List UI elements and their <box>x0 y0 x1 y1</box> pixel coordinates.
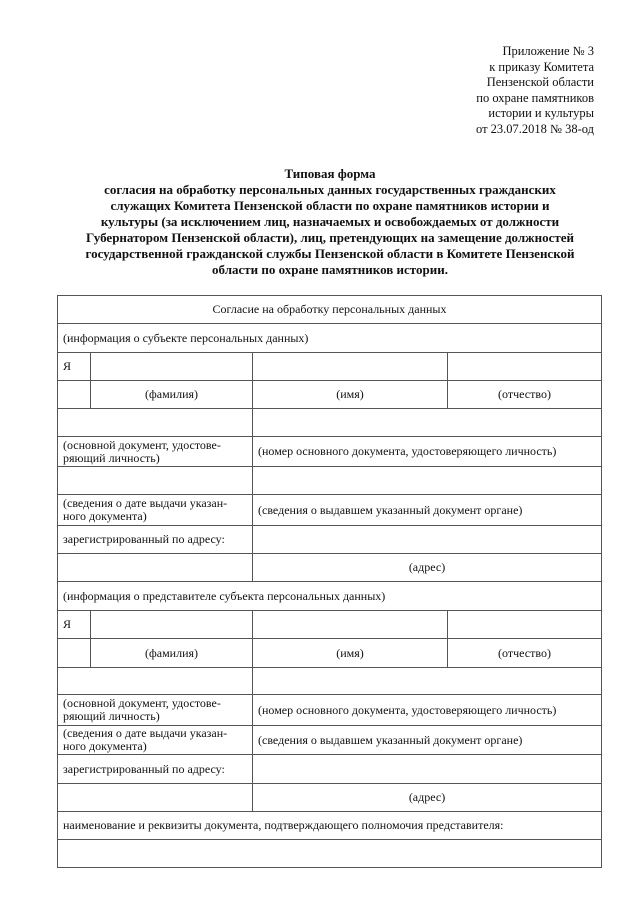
surname-caption: (фамилия) <box>91 381 253 409</box>
issue-date-caption: (сведения о дате выдачи указан-ного документа) <box>58 726 253 755</box>
main-doc-caption: (основной документ, удостове-ряющий личность) <box>58 437 253 467</box>
rep-surname-field[interactable] <box>91 611 253 639</box>
ya-label: Я <box>58 353 91 381</box>
rep-address-field[interactable] <box>253 755 602 784</box>
empty-cell <box>58 381 91 409</box>
patronymic-caption: (отчество) <box>448 639 602 668</box>
ya-label: Я <box>58 611 91 639</box>
doc-number-field[interactable] <box>253 409 602 437</box>
main-doc-field[interactable] <box>58 409 253 437</box>
name-field[interactable] <box>253 353 448 381</box>
authority-doc-label: наименование и реквизиты документа, подтверждающего полномочия представителя: <box>58 812 602 840</box>
name-caption: (имя) <box>253 381 448 409</box>
rep-main-doc-field[interactable] <box>58 668 253 695</box>
appendix-header <box>476 44 594 137</box>
empty-cell <box>58 784 253 812</box>
surname-field[interactable] <box>91 353 253 381</box>
title-line: государственной гражданской службы Пензенской области в Комитете Пензенской <box>85 246 575 261</box>
empty-cell <box>58 639 91 668</box>
title-line: культуры (за исключением лиц, назначаемых и освобождаемых от должности <box>100 214 560 229</box>
address-field[interactable] <box>253 526 602 554</box>
doc-number-caption: (номер основного документа, удостоверяющего личность) <box>253 437 602 467</box>
patronymic-field[interactable] <box>448 353 602 381</box>
appendix-line: Приложение № 3 <box>502 44 594 58</box>
authority-doc-field[interactable] <box>58 840 602 868</box>
rep-doc-number-field[interactable] <box>253 668 602 695</box>
main-doc-caption: (основной документ, удостове-ряющий личность) <box>58 695 253 726</box>
appendix-line: по охране памятников <box>476 90 594 105</box>
consent-form-table <box>57 295 602 868</box>
rep-name-field[interactable] <box>253 611 448 639</box>
appendix-line: к приказу Комитета <box>489 59 594 74</box>
patronymic-caption: (отчество) <box>448 381 602 409</box>
rep-patronymic-field[interactable] <box>448 611 602 639</box>
title-line: Типовая форма <box>284 166 376 181</box>
doc-number-caption: (номер основного документа, удостоверяющего личность) <box>253 695 602 726</box>
representative-info-label: (информация о представителе субъекта персональных данных) <box>58 582 602 611</box>
appendix-line: от 23.07.2018 № 38-од <box>475 121 594 136</box>
registered-label: зарегистрированный по адресу: <box>58 526 253 554</box>
title-line: области по охране памятников истории. <box>212 262 448 277</box>
appendix-line: истории и культуры <box>488 106 594 120</box>
form-heading: Согласие на обработку персональных данных <box>58 296 602 324</box>
appendix-line: Пензенской области <box>486 75 594 89</box>
issue-date-field[interactable] <box>58 467 253 495</box>
name-caption: (имя) <box>253 639 448 668</box>
issuer-caption: (сведения о выдавшем указанный документ органе) <box>253 726 602 755</box>
title-line: согласия на обработку персональных данных государственных гражданских <box>104 182 556 197</box>
title-line: служащих Комитета Пензенской области по охране памятников истории и <box>110 198 550 213</box>
issuer-field[interactable] <box>253 467 602 495</box>
document-title <box>60 166 600 278</box>
registered-label: зарегистрированный по адресу: <box>58 755 253 784</box>
title-line: Губернатором Пензенской области), лиц, претендующих на замещение должностей <box>85 230 575 245</box>
issue-date-caption: (сведения о дате выдачи указан-ного документа) <box>58 495 253 526</box>
empty-cell <box>58 554 253 582</box>
surname-caption: (фамилия) <box>91 639 253 668</box>
address-caption: (адрес) <box>253 554 602 582</box>
address-caption: (адрес) <box>253 784 602 812</box>
subject-info-label: (информация о субъекте персональных данных) <box>58 324 602 353</box>
issuer-caption: (сведения о выдавшем указанный документ органе) <box>253 495 602 526</box>
